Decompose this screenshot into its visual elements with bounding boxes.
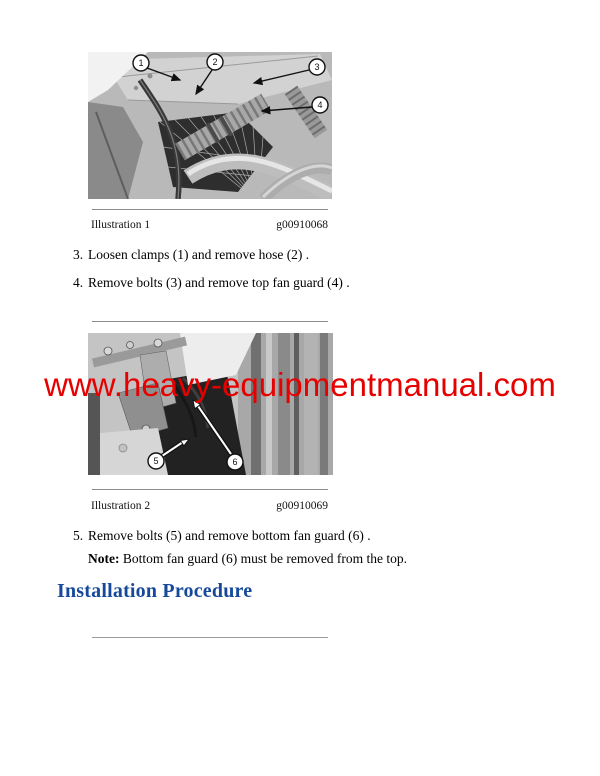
step-number: 5. — [73, 528, 84, 543]
note-text: Bottom fan guard (6) must be removed from the top. — [122, 551, 408, 566]
callout-1-label: 1 — [138, 58, 144, 68]
callout-2 — [207, 54, 223, 70]
callout-3-label: 3 — [314, 62, 320, 72]
figure-2-photo — [88, 333, 333, 475]
callout-4-label: 4 — [317, 100, 323, 110]
callout-2-label: 2 — [212, 57, 218, 67]
list-item-step-5 — [73, 528, 393, 545]
watermark: www.heavy-equipmentmanual.com — [44, 366, 556, 403]
callout-6 — [227, 454, 243, 470]
figure-2-divider — [92, 489, 328, 490]
figure-1-caption-row — [91, 219, 328, 231]
figure-2-caption-row — [91, 500, 328, 512]
note-label: Note: — [88, 551, 120, 566]
next-figure-divider — [92, 637, 328, 638]
figure-1-code: g00910068 — [276, 219, 328, 231]
callout-4 — [312, 97, 328, 113]
callout-3 — [309, 59, 325, 75]
figure-2-top-divider — [92, 321, 328, 322]
figure-2-caption: Illustration 2 — [91, 500, 151, 512]
callout-1 — [133, 55, 149, 71]
figure-1-caption: Illustration 1 — [91, 219, 151, 231]
figure-2-code: g00910069 — [276, 500, 328, 512]
figure-1-divider — [92, 209, 328, 210]
list-item-step-4 — [73, 275, 393, 292]
callout-5-label: 5 — [153, 456, 159, 466]
step-number: 4. — [73, 275, 84, 290]
note — [88, 551, 408, 568]
callout-5 — [148, 453, 164, 469]
list-item-step-3 — [73, 247, 393, 264]
step-number: 3. — [73, 247, 84, 262]
step-text: Remove bolts (3) and remove top fan guard (4) . — [88, 275, 350, 290]
step-text: Loosen clamps (1) and remove hose (2) . — [88, 247, 310, 262]
callout-6-label: 6 — [232, 457, 238, 467]
figure-1-photo — [88, 52, 332, 199]
step-text: Remove bolts (5) and remove bottom fan guard (6) . — [88, 528, 371, 543]
section-heading: Installation Procedure — [57, 580, 253, 602]
